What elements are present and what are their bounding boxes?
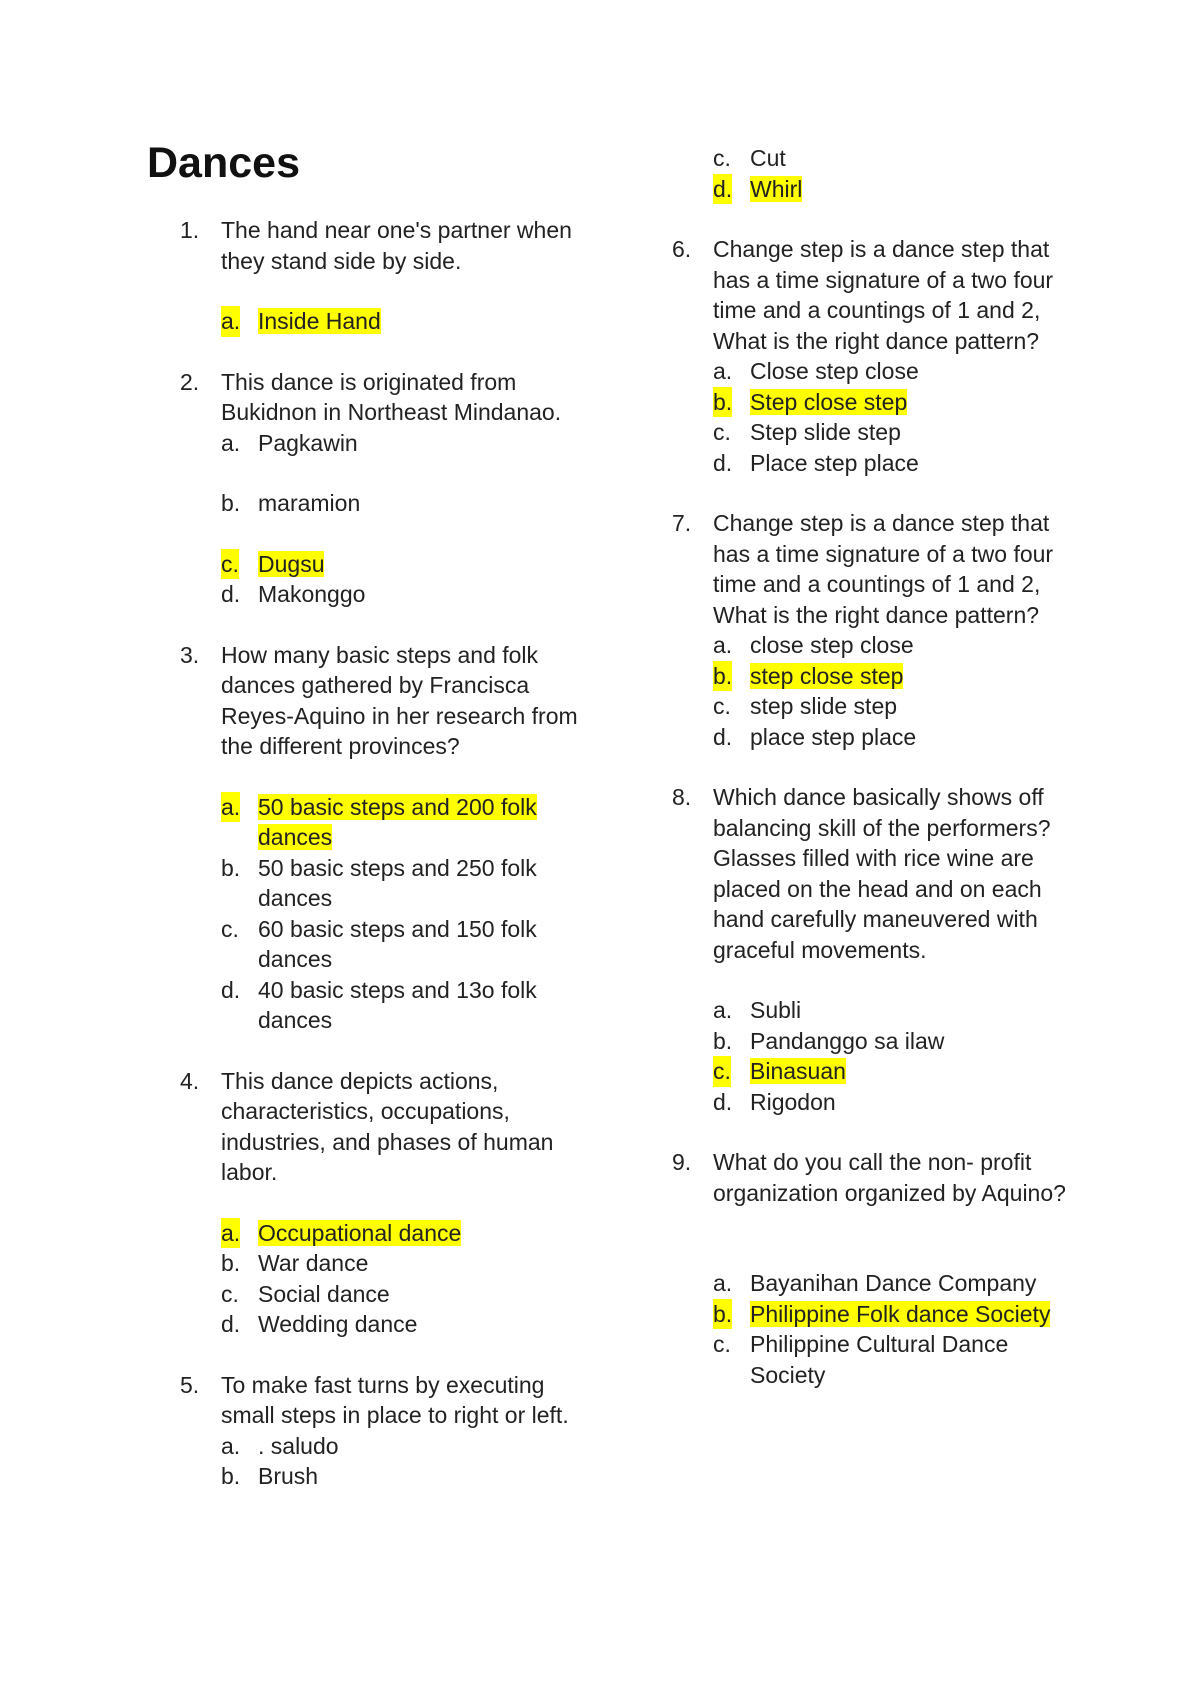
option-letter: a. xyxy=(713,632,733,658)
question-4 xyxy=(180,1066,580,1340)
option-letter: b. xyxy=(713,1027,733,1054)
option-text-answer: Step close step xyxy=(750,388,908,415)
option-c xyxy=(713,1056,1082,1087)
option-b xyxy=(221,1248,580,1279)
option-d xyxy=(713,1087,1082,1118)
question-text: The hand near one's partner when they stand side by side. xyxy=(221,217,572,274)
question-8 xyxy=(672,782,1082,1117)
option-b xyxy=(713,387,1082,418)
option-a xyxy=(221,306,580,337)
question-number: 9. xyxy=(672,1149,692,1175)
answer-options xyxy=(713,995,1082,1117)
answer-options xyxy=(221,1218,580,1340)
option-a xyxy=(221,1218,580,1249)
option-b xyxy=(221,1461,580,1492)
option-text-answer: 50 basic steps and 200 folk dances xyxy=(258,793,537,850)
question-number: 7. xyxy=(672,510,692,536)
option-c xyxy=(221,1279,580,1310)
option-text: Place step place xyxy=(750,449,919,476)
option-letter: d. xyxy=(713,449,733,476)
option-text: Brush xyxy=(258,1463,319,1489)
option-text: Wedding dance xyxy=(258,1311,418,1337)
option-b xyxy=(221,488,580,519)
option-text: maramion xyxy=(258,490,361,516)
option-text-answer: Dugsu xyxy=(258,550,325,577)
option-a xyxy=(221,792,580,853)
option-text: Bayanihan Dance Company xyxy=(750,1270,1037,1296)
answer-options xyxy=(221,792,580,1036)
option-text: Rigodon xyxy=(750,1088,836,1115)
question-text: This dance depicts actions, characteristics, occupations, industries, and phases of human labor. xyxy=(221,1067,554,1185)
option-letter: a. xyxy=(221,1432,241,1459)
option-letter: c. xyxy=(713,145,731,171)
answer-options xyxy=(221,1431,580,1492)
option-text-answer: Inside Hand xyxy=(258,308,381,334)
answer-options xyxy=(713,356,1082,478)
option-text-answer: Binasuan xyxy=(750,1058,846,1084)
question-text: Change step is a dance step that has a time signature of a two four time and a countings of 1 and 2, What is the right dance pattern? xyxy=(713,510,1054,628)
option-letter: b. xyxy=(713,387,732,418)
answer-options xyxy=(221,428,580,610)
right-column xyxy=(672,143,1082,1390)
option-text: Makonggo xyxy=(258,581,366,607)
option-d xyxy=(221,1309,580,1340)
option-b xyxy=(713,1299,1082,1330)
option-text: Step slide step xyxy=(750,419,901,445)
option-d xyxy=(713,174,1082,205)
page-title: Dances xyxy=(147,139,300,187)
question-text: To make fast turns by executing small steps in place to right or left. xyxy=(221,1371,569,1428)
option-letter: c. xyxy=(713,693,731,719)
option-text: War dance xyxy=(258,1250,369,1276)
option-text: 40 basic steps and 13o folk dances xyxy=(258,976,537,1033)
option-c xyxy=(221,549,580,580)
option-text: Pandanggo sa ilaw xyxy=(750,1027,945,1054)
option-text: Subli xyxy=(750,997,802,1023)
option-c xyxy=(221,914,580,975)
option-text: place step place xyxy=(750,723,917,750)
option-letter: d. xyxy=(713,1088,733,1115)
answer-options xyxy=(221,306,580,337)
option-text: Close step close xyxy=(750,358,919,384)
option-letter: c. xyxy=(713,1331,731,1357)
option-letter: a. xyxy=(713,358,733,384)
option-a xyxy=(221,1431,580,1462)
option-d xyxy=(221,975,580,1036)
option-letter: d. xyxy=(713,174,732,205)
option-letter: c. xyxy=(713,1056,731,1087)
option-letter: c. xyxy=(221,1280,239,1307)
option-d xyxy=(221,579,580,610)
option-d xyxy=(713,722,1082,753)
question-3 xyxy=(180,640,580,1036)
option-text: step slide step xyxy=(750,693,898,719)
option-b xyxy=(221,853,580,914)
question-1 xyxy=(180,215,580,337)
option-text-answer: Occupational dance xyxy=(258,1219,462,1246)
option-letter: b. xyxy=(713,1299,732,1330)
question-number: 4. xyxy=(180,1067,200,1094)
option-text: Pagkawin xyxy=(258,429,358,456)
option-letter: c. xyxy=(221,549,239,580)
option-text-answer: Philippine Folk dance Society xyxy=(750,1300,1051,1327)
option-d xyxy=(713,448,1082,479)
option-a xyxy=(713,995,1082,1026)
option-b xyxy=(713,661,1082,692)
option-letter: d. xyxy=(221,1311,241,1337)
option-c xyxy=(713,417,1082,448)
option-c xyxy=(713,691,1082,722)
option-letter: a. xyxy=(221,306,240,337)
option-text: . saludo xyxy=(258,1432,339,1459)
option-letter: a. xyxy=(713,997,733,1023)
option-text: 50 basic steps and 250 folk dances xyxy=(258,854,537,911)
answer-options xyxy=(713,630,1082,752)
question-number: 8. xyxy=(672,784,692,810)
question-number: 5. xyxy=(180,1371,200,1398)
option-letter: d. xyxy=(221,976,241,1003)
question-7 xyxy=(672,508,1082,752)
option-a xyxy=(221,428,580,459)
question-text: How many basic steps and folk dances gathered by Francisca Reyes-Aquino in her research from the different provinces? xyxy=(221,641,578,759)
question-text: This dance is originated from Bukidnon in Northeast Mindanao. xyxy=(221,368,562,425)
question-9 xyxy=(672,1147,1082,1390)
question-5 xyxy=(180,1370,580,1492)
question-text: What do you call the non- profit organization organized by Aquino? xyxy=(713,1149,1066,1206)
option-text: Cut xyxy=(750,145,786,171)
option-letter: a. xyxy=(713,1270,733,1296)
answer-options xyxy=(713,1268,1082,1390)
option-text: Philippine Cultural Dance Society xyxy=(750,1331,1009,1388)
option-text-answer: Whirl xyxy=(750,175,803,202)
option-b xyxy=(713,1026,1082,1057)
option-letter: c. xyxy=(221,915,239,942)
option-letter: b. xyxy=(221,1250,241,1276)
option-text: Social dance xyxy=(258,1280,390,1307)
question-6 xyxy=(672,234,1082,478)
option-a xyxy=(713,356,1082,387)
option-letter: a. xyxy=(221,792,240,823)
option-letter: c. xyxy=(713,419,731,445)
option-letter: b. xyxy=(221,1463,241,1489)
option-text-answer: step close step xyxy=(750,662,904,689)
option-c xyxy=(713,1329,1082,1390)
question-number: 6. xyxy=(672,236,692,262)
option-a xyxy=(713,1268,1082,1299)
option-letter: b. xyxy=(221,854,241,881)
question-text: Change step is a dance step that has a time signature of a two four time and a countings of 1 and 2, What is the right dance pattern? xyxy=(713,236,1054,354)
question-number: 2. xyxy=(180,368,200,395)
left-column xyxy=(180,215,580,1492)
option-text: close step close xyxy=(750,632,914,658)
question-number: 3. xyxy=(180,641,200,668)
option-letter: b. xyxy=(221,490,241,516)
option-text: 60 basic steps and 150 folk dances xyxy=(258,915,537,972)
question-5-continued-options xyxy=(713,143,1082,204)
option-a xyxy=(713,630,1082,661)
option-letter: a. xyxy=(221,429,241,456)
option-letter: b. xyxy=(713,661,732,692)
question-2 xyxy=(180,367,580,610)
question-number: 1. xyxy=(180,217,200,243)
option-letter: a. xyxy=(221,1218,240,1249)
option-c xyxy=(713,143,1082,174)
question-text: Which dance basically shows off balancing skill of the performers? Glasses filled with rice wine are placed on the head and on each hand carefully maneuvered with graceful movements. xyxy=(713,784,1051,963)
option-letter: d. xyxy=(713,723,733,750)
option-letter: d. xyxy=(221,581,241,607)
